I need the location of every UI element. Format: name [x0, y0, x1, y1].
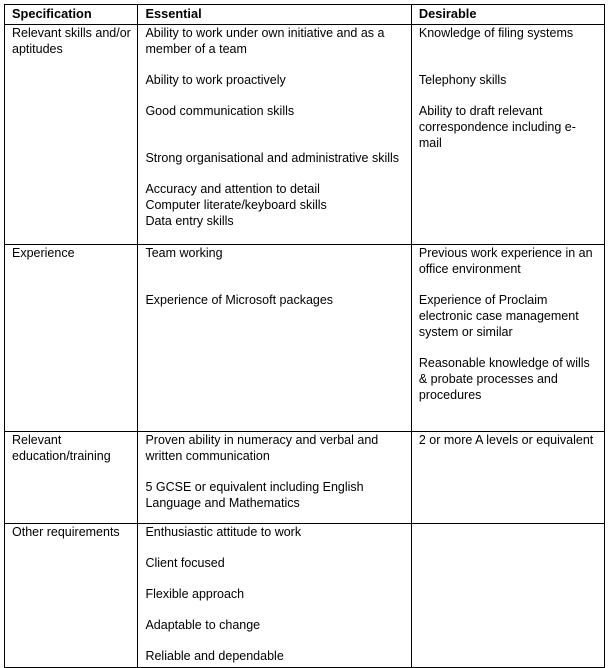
essential-item: Experience of Microsoft packages — [145, 293, 334, 307]
desirable-cell-education — [411, 432, 604, 524]
essential-cell-other — [138, 524, 411, 668]
person-specification-table — [4, 4, 605, 668]
essential-item: Flexible approach — [145, 587, 245, 601]
desirable-item: Experience of Proclaim electronic case management system or similar — [418, 293, 579, 339]
table-row-other-requirements — [5, 524, 605, 668]
essential-item: Enthusiastic attitude to work — [145, 525, 302, 539]
essential-item: Strong organisational and administrative skills — [145, 151, 400, 165]
table-row-experience — [5, 245, 605, 432]
essential-item: Adaptable to change — [145, 618, 261, 632]
essential-item: Data entry skills — [145, 214, 234, 228]
desirable-cell-experience — [411, 245, 604, 432]
spec-cell-education — [5, 432, 138, 524]
spec-cell-relevant-skills — [5, 25, 138, 245]
essential-item: Ability to work under own initiative and as a member of a team — [145, 26, 385, 56]
desirable-item: Previous work experience in an office environment — [418, 246, 593, 276]
desirable-cell-relevant-skills — [411, 25, 604, 245]
spec-label: Other requirements — [12, 525, 120, 539]
desirable-cell-other — [411, 524, 604, 668]
essential-item: Computer literate/keyboard skills — [145, 198, 327, 212]
header-row — [5, 5, 605, 25]
spec-cell-experience — [5, 245, 138, 432]
spec-cell-other — [5, 524, 138, 668]
table-row-education — [5, 432, 605, 524]
essential-item: Team working — [145, 246, 223, 260]
spec-label: Relevant skills and/or aptitudes — [12, 26, 131, 56]
table-row-relevant-skills — [5, 25, 605, 245]
essential-cell-experience — [138, 245, 411, 432]
essential-cell-education — [138, 432, 411, 524]
desirable-item: Telephony skills — [418, 73, 507, 87]
desirable-item: Knowledge of filing systems — [418, 26, 574, 40]
desirable-item: 2 or more A levels or equivalent — [418, 433, 594, 447]
desirable-item: Ability to draft relevant correspondence including e-mail — [418, 104, 576, 150]
essential-item: Accuracy and attention to detail — [145, 182, 320, 196]
essential-item: Proven ability in numeracy and verbal and written communication — [145, 433, 379, 463]
header-specification: Specification — [5, 5, 138, 25]
header-essential: Essential — [138, 5, 411, 25]
desirable-item: Reasonable knowledge of wills & probate processes and procedures — [418, 356, 590, 402]
essential-item: Ability to work proactively — [145, 73, 286, 87]
essential-item: 5 GCSE or equivalent including English Language and Mathematics — [145, 480, 364, 510]
essential-cell-relevant-skills — [138, 25, 411, 245]
spec-label: Experience — [12, 246, 75, 260]
essential-item: Good communication skills — [145, 104, 295, 118]
essential-item: Reliable and dependable — [145, 649, 284, 663]
spec-label: Relevant education/training — [12, 433, 111, 463]
header-desirable: Desirable — [411, 5, 604, 25]
essential-item: Client focused — [145, 556, 225, 570]
